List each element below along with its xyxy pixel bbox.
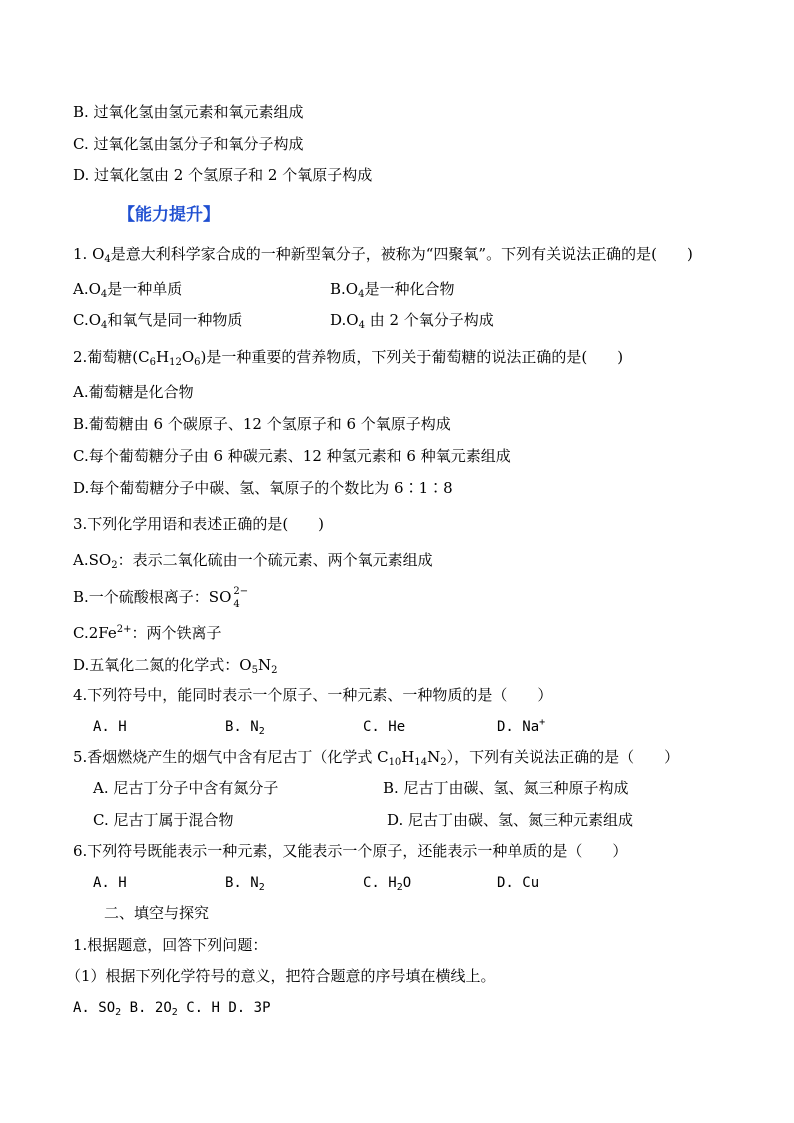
q1-option-b: $B.O_4$是一种化合物 xyxy=(330,280,455,300)
q4-option-a: A. H xyxy=(93,719,127,735)
q1-stem: 1. $O_4$是意大利科学家合成的一种新型氧分子，被称为“四聚氧”。下列有关说法正确的是( ) xyxy=(73,245,693,265)
q1-option-d: $D.O_4$ 由 2 个氧分子构成 xyxy=(330,311,494,331)
q4-option-d: D. Na+ xyxy=(497,717,546,735)
q7-options: A. $SO_2$ B. $2O_2$ C. H D. 3P xyxy=(73,1000,271,1018)
q3-option-b: B.一个硫酸根离子：SO 2− 4 xyxy=(73,588,253,606)
q2-option-b: B.葡萄糖由 6 个碳原子、12 个氢原子和 6 个氧原子构成 xyxy=(73,415,451,433)
section-heading-fill-explore: 二、填空与探究 xyxy=(104,904,210,922)
q2-option-d: D.每个葡萄糖分子中碳、氢、氧原子的个数比为 6∶1∶8 xyxy=(73,479,453,497)
q5-option-c: C. 尼古丁属于混合物 xyxy=(93,811,234,829)
q7-stem: 1.根据题意，回答下列问题： xyxy=(73,936,268,954)
q2-stem: 2.葡萄糖$(C_6H_{12}O_6)$是一种重要的营养物质，下列关于葡萄糖的说法正确的是( ) xyxy=(73,348,624,368)
q3-option-d: D.五氧化二氮的化学式：$O_5N_2$ xyxy=(73,656,278,676)
q6-option-b: B. $N_2$ xyxy=(225,875,265,893)
q6-option-c: C. $H_2O$ xyxy=(363,875,412,893)
q6-stem: 6.下列符号既能表示一种元素，又能表示一个原子，还能表示一种单质的是（ ） xyxy=(73,842,628,860)
q3-option-c: $C.2Fe^{2+}$：两个铁离子 xyxy=(73,624,222,642)
q5-option-b: B. 尼古丁由碳、氢、氮三种原子构成 xyxy=(383,779,629,797)
prev-option-b: B. 过氧化氢由氢元素和氧元素组成 xyxy=(73,103,304,121)
q6-option-d: D. Cu xyxy=(497,875,540,891)
q1-option-a: $A.O_4$是一种单质 xyxy=(73,280,183,300)
q2-option-a: A.葡萄糖是化合物 xyxy=(73,383,194,401)
q4-stem: 4.下列符号中，能同时表示一个原子、一种元素、一种物质的是（ ） xyxy=(73,686,553,704)
q5-stem: 5.香烟燃烧产生的烟气中含有尼古丁（化学式 $C_{10}H_{14}N_2$），下列有关说法正确的是（ ） xyxy=(73,748,680,768)
q6-option-a: A. H xyxy=(93,875,127,891)
q4-option-c: C. He xyxy=(363,719,406,735)
q3-option-a: $A.SO_2$：表示二氧化硫由一个硫元素、两个氧元素组成 xyxy=(73,551,433,571)
sulfate-ion-charge: 2− 4 xyxy=(233,586,249,610)
section-heading-ability: 【能力提升】 xyxy=(118,205,220,225)
q3-stem: 3.下列化学用语和表述正确的是( ) xyxy=(73,515,325,533)
q2-option-c: C.每个葡萄糖分子由 6 种碳元素、12 种氢元素和 6 种氧元素组成 xyxy=(73,447,511,465)
prev-option-d: D. 过氧化氢由 2 个氢原子和 2 个氧原子构成 xyxy=(73,166,373,184)
q7-sub-question-1: （1）根据下列化学符号的意义，把符合题意的序号填在横线上。 xyxy=(66,967,496,985)
q5-option-a: A. 尼古丁分子中含有氮分子 xyxy=(93,779,279,797)
q4-option-b: B. $N_2$ xyxy=(225,719,265,737)
q1-option-c: $C.O_4$和氧气是同一种物质 xyxy=(73,311,243,331)
q5-option-d: D. 尼古丁由碳、氢、氮三种元素组成 xyxy=(387,811,634,829)
prev-option-c: C. 过氧化氢由氢分子和氧分子构成 xyxy=(73,135,304,153)
